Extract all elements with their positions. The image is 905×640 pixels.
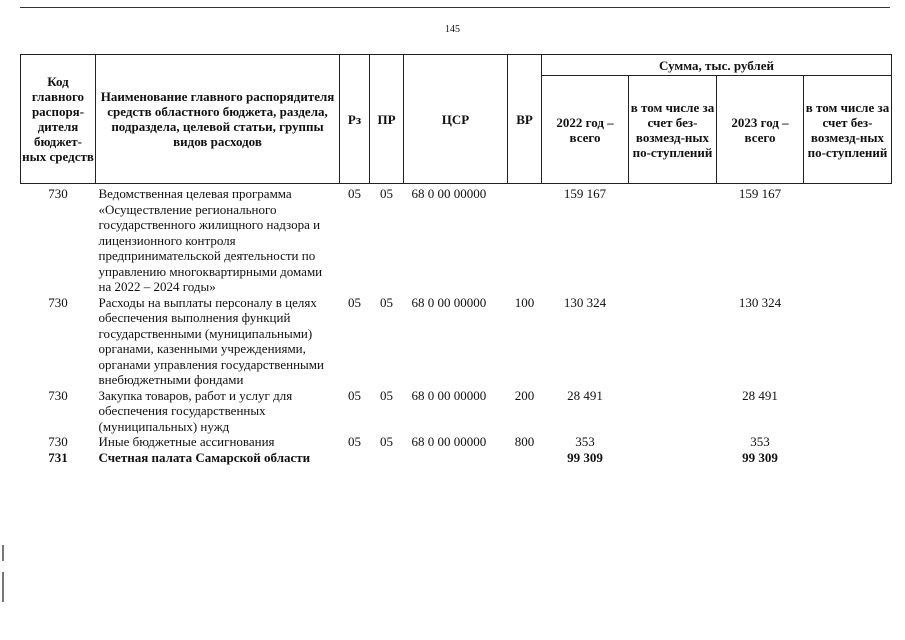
cell-code: 731 bbox=[48, 449, 68, 465]
cell-2023-free bbox=[804, 388, 892, 435]
cell-2022-total: 353 bbox=[575, 434, 595, 449]
page-number: 145 bbox=[445, 24, 460, 35]
cell-2023-total: 353 bbox=[750, 434, 770, 449]
cell-2022-total: 130 324 bbox=[563, 294, 607, 310]
cell-2023-total: 130 324 bbox=[738, 294, 782, 310]
cell-2022-total: 159 167 bbox=[563, 186, 607, 201]
scan-artifact-mark bbox=[2, 572, 4, 602]
cell-rz bbox=[340, 450, 370, 466]
cell-2023-total: 28 491 bbox=[742, 387, 778, 403]
table-row bbox=[21, 388, 892, 435]
header-2023-total: 2023 год – всего bbox=[717, 76, 804, 184]
table-row bbox=[21, 434, 892, 450]
cell-pr: 05 bbox=[380, 186, 393, 201]
cell-rz: 05 bbox=[348, 294, 361, 310]
cell-2023-total: 99 309 bbox=[742, 449, 778, 465]
cell-name: Расходы на выплаты персоналу в целях обеспечения выполнения функций государственными (муниципальными) органами, казенными учреждениями, органами управления государственными внебюджетными фондами bbox=[98, 294, 324, 387]
header-2022-free: в том числе за счет без-возмезд-ных по-ступлений bbox=[629, 76, 717, 184]
cell-2022-total: 99 309 bbox=[567, 449, 603, 465]
top-rule bbox=[20, 7, 890, 8]
cell-2023-free bbox=[804, 434, 892, 450]
cell-pr: 05 bbox=[380, 434, 393, 449]
cell-csr: 68 0 00 00000 bbox=[411, 294, 487, 310]
cell-code: 730 bbox=[48, 186, 68, 201]
cell-pr bbox=[370, 450, 404, 466]
cell-csr: 68 0 00 00000 bbox=[411, 387, 487, 403]
header-csr: ЦСР bbox=[404, 55, 508, 184]
cell-vr: 200 bbox=[514, 387, 535, 403]
cell-2023-free bbox=[804, 184, 892, 295]
cell-rz: 05 bbox=[348, 434, 361, 449]
cell-name: Ведомственная целевая программа «Осуществление регионального государственного жилищного надзора и лицензионного контроля предпринимательской деятельности по управлению многоквартирными домами на 2022 – 2024 годы» bbox=[98, 186, 323, 294]
cell-rz: 05 bbox=[348, 387, 361, 403]
cell-2022-free bbox=[629, 434, 717, 450]
cell-2022-total: 28 491 bbox=[567, 387, 603, 403]
header-rz: Рз bbox=[340, 55, 370, 184]
cell-2023-free bbox=[804, 450, 892, 466]
header-pr: ПР bbox=[370, 55, 404, 184]
cell-csr: 68 0 00 00000 bbox=[411, 186, 487, 201]
header-2022-total: 2022 год – всего bbox=[542, 76, 629, 184]
cell-name: Иные бюджетные ассигнования bbox=[98, 434, 275, 449]
cell-2022-free bbox=[629, 450, 717, 466]
cell-name: Закупка товаров, работ и услуг для обеспечения государственных (муниципальных) нужд bbox=[98, 387, 293, 434]
cell-vr: 100 bbox=[514, 294, 535, 310]
cell-rz: 05 bbox=[348, 186, 361, 201]
table-row bbox=[21, 184, 892, 295]
header-code: Код главного распоря-дителя бюджет-ных средств bbox=[21, 55, 96, 184]
cell-csr: 68 0 00 00000 bbox=[411, 434, 487, 449]
cell-vr bbox=[508, 450, 542, 466]
header-name: Наименование главного распорядителя средств областного бюджета, раздела, подраздела, целевой статьи, группы видов расходов bbox=[96, 55, 340, 184]
cell-code: 730 bbox=[48, 387, 68, 403]
cell-vr bbox=[508, 184, 542, 295]
cell-pr: 05 bbox=[380, 294, 393, 310]
header-2023-free: в том числе за счет без-возмезд-ных по-ступлений bbox=[804, 76, 892, 184]
table-row-total bbox=[21, 450, 892, 466]
cell-2023-free bbox=[804, 295, 892, 388]
cell-2023-total: 159 167 bbox=[738, 186, 782, 201]
cell-code: 730 bbox=[48, 294, 68, 310]
cell-csr bbox=[404, 450, 508, 466]
cell-vr: 800 bbox=[514, 434, 535, 449]
budget-table bbox=[20, 54, 892, 465]
scan-artifact-mark bbox=[2, 545, 4, 561]
cell-2022-free bbox=[629, 388, 717, 435]
table-row bbox=[21, 295, 892, 388]
header-vr: ВР bbox=[508, 55, 542, 184]
cell-code: 730 bbox=[48, 434, 68, 449]
cell-name: Счетная палата Самарской области bbox=[98, 449, 311, 465]
cell-pr: 05 bbox=[380, 387, 393, 403]
cell-2022-free bbox=[629, 295, 717, 388]
cell-2022-free bbox=[629, 184, 717, 295]
header-sum-group: Сумма, тыс. рублей bbox=[542, 55, 892, 76]
header-row-top bbox=[21, 55, 892, 76]
